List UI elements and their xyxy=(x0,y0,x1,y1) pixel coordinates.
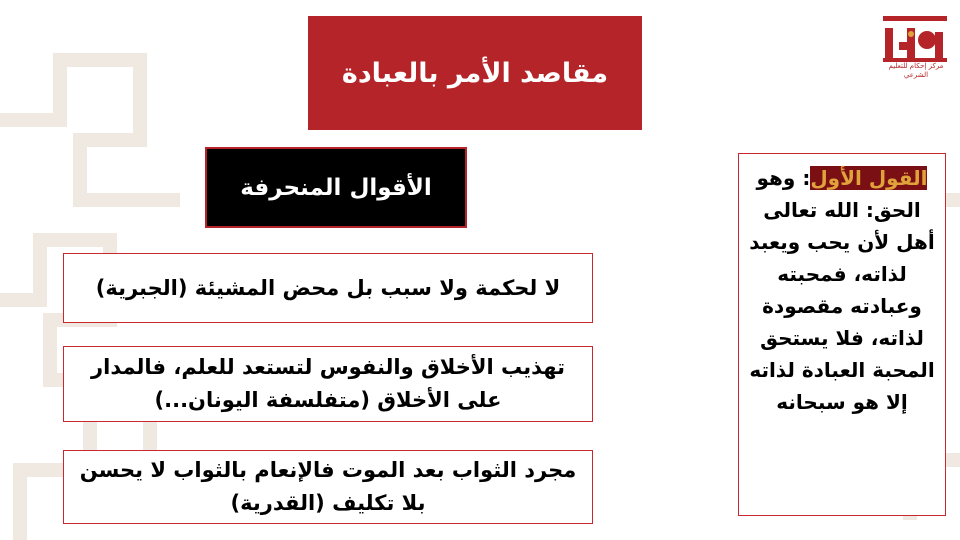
list-item-greek-philosophers: تهذيب الأخلاق والنفوس لتستعد للعلم، فالمدار على الأخلاق (متفلسفة اليونان...) xyxy=(63,346,593,422)
slide-subtitle: الأقوال المنحرفة xyxy=(205,147,467,228)
slide-title: مقاصد الأمر بالعبادة xyxy=(308,16,642,130)
first-opinion-label: القول الأول xyxy=(810,166,928,190)
logo-tagline: مركز إحكام للتعليم الشرعي xyxy=(888,62,944,79)
first-opinion-box xyxy=(738,153,946,516)
list-item-jabriyya: لا لحكمة ولا سبب بل محض المشيئة (الجبرية) xyxy=(63,253,593,323)
first-opinion-body: : وهو الحق: الله تعالى أهل لأن يحب ويعبد لذاته، فمحبته وعبادته مقصودة لذاته، فلا يستحق المحبة العبادة لذاته إلا هو سبحانه xyxy=(749,166,935,414)
list-item-qadariyya: مجرد الثواب بعد الموت فالإنعام بالثواب لا يحسن بلا تكليف (القدرية) xyxy=(63,450,593,524)
